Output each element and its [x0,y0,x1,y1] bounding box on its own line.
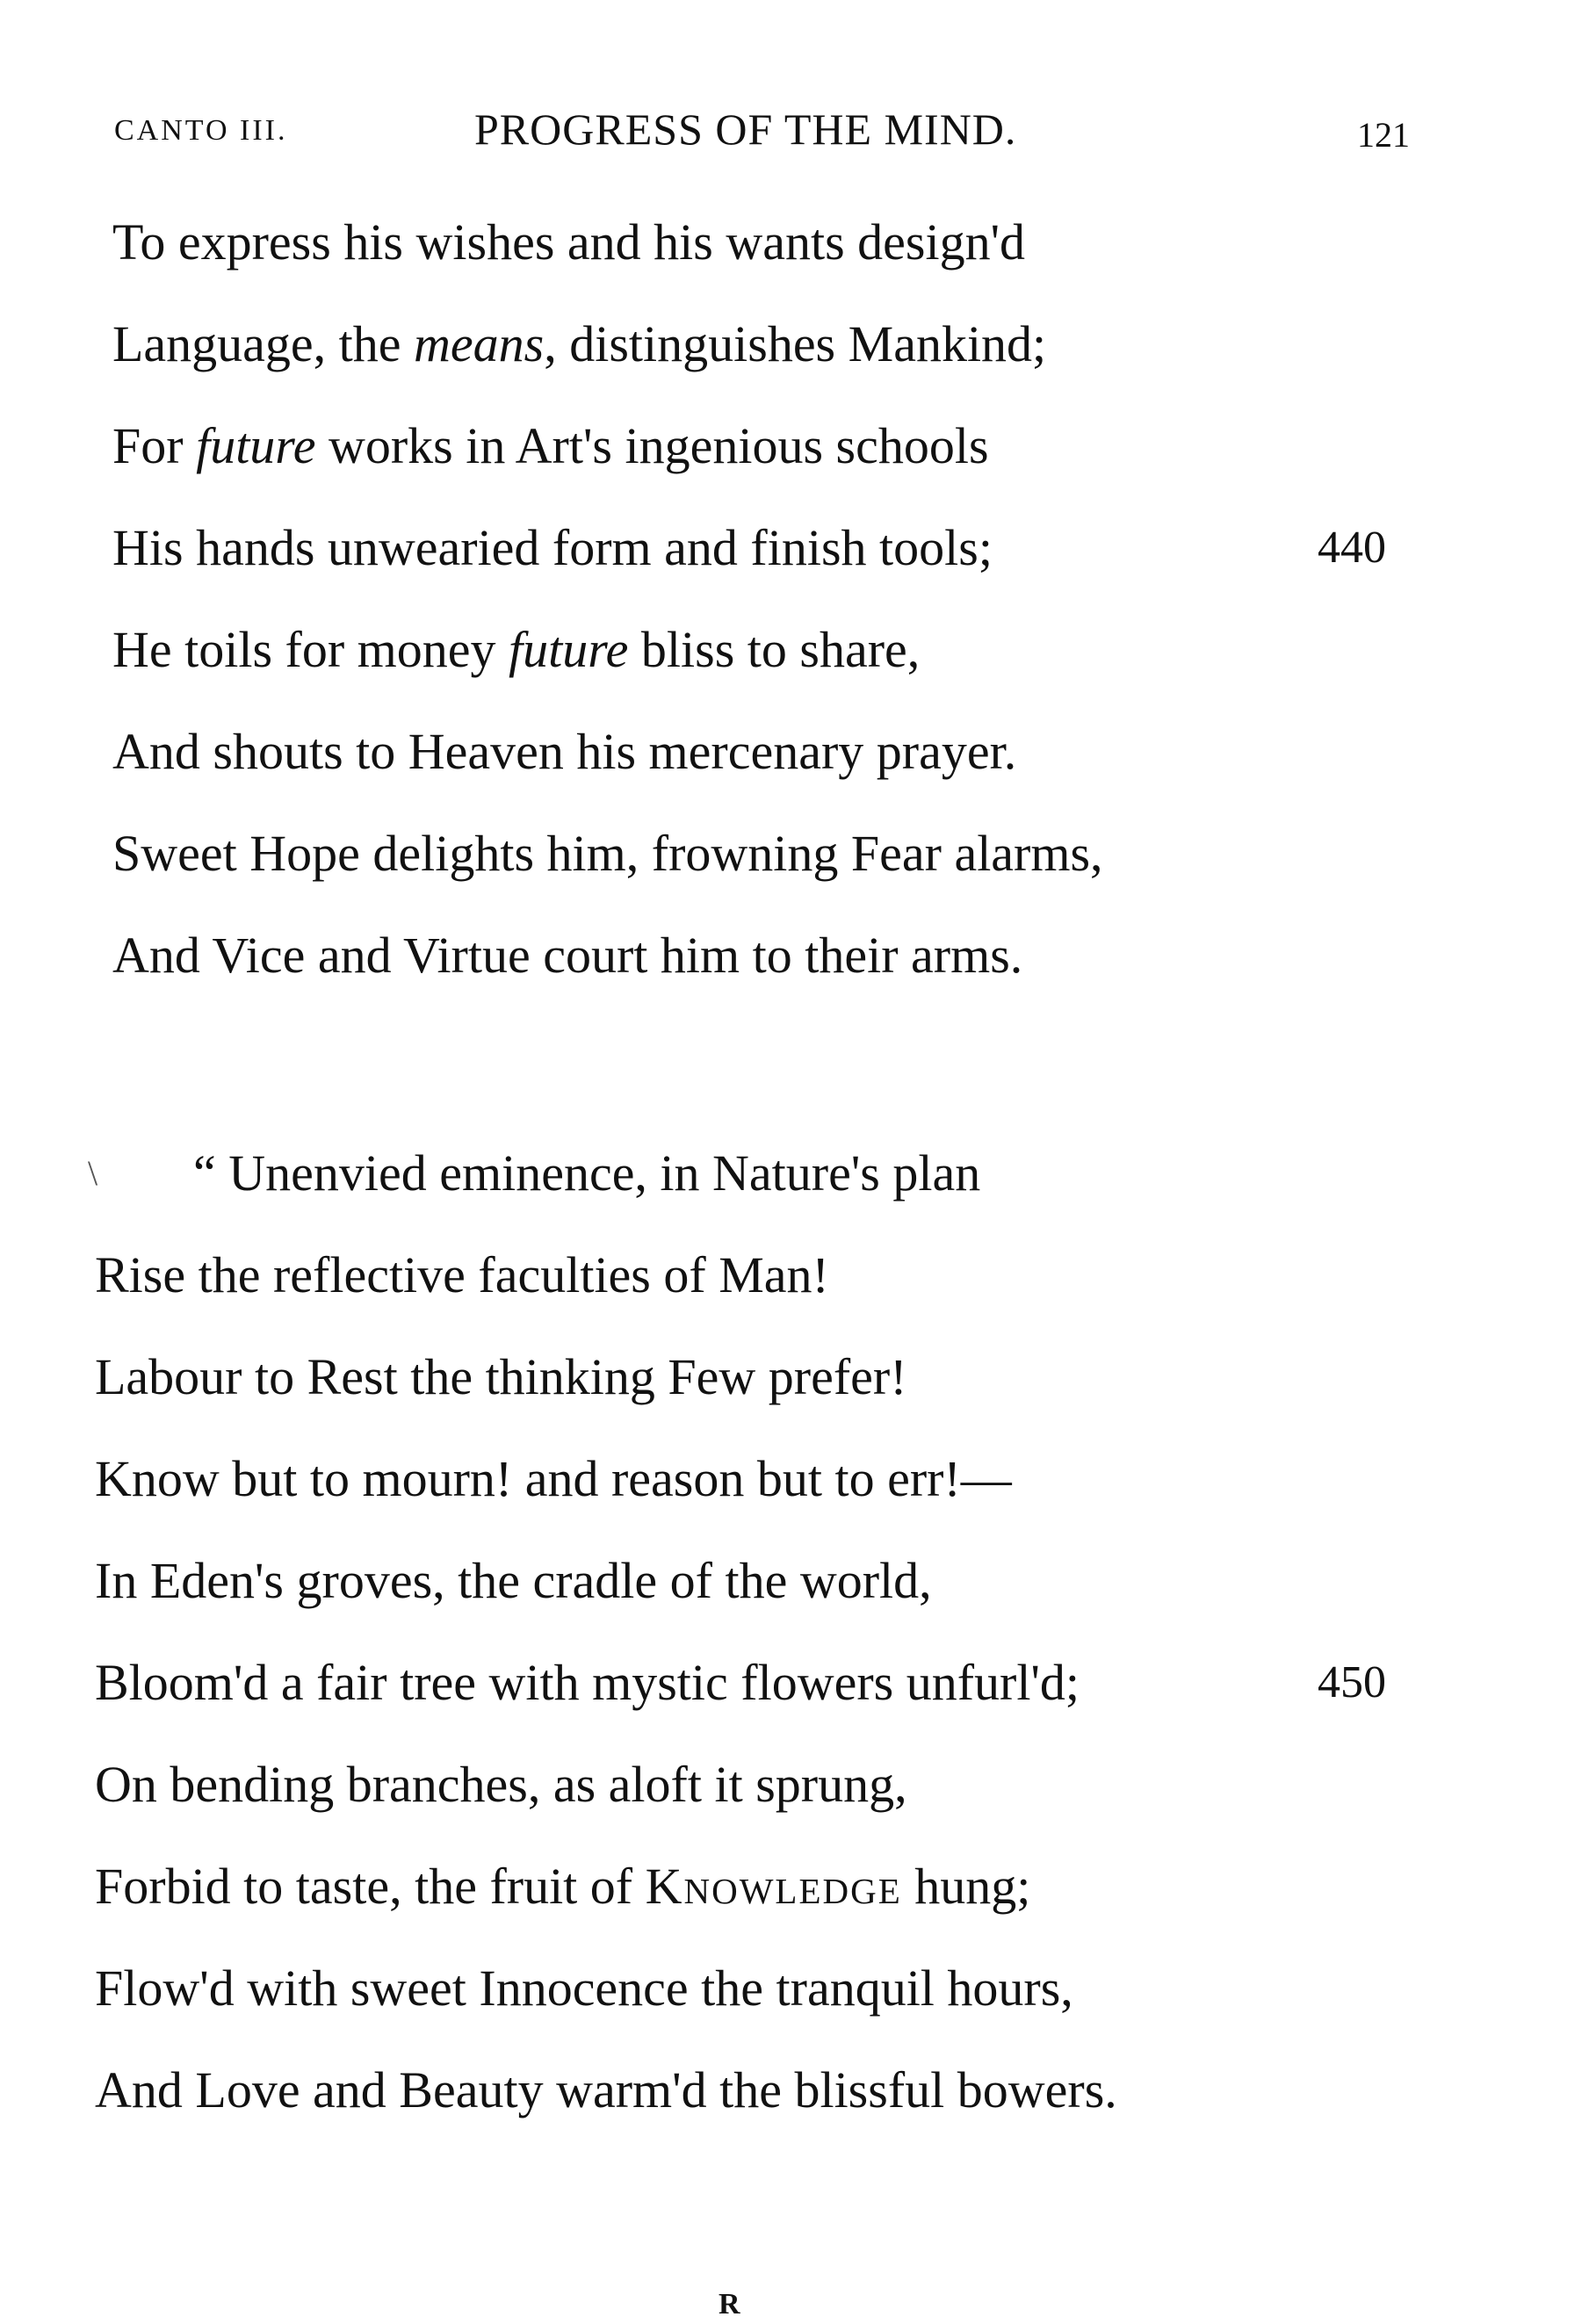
running-head [0,104,1596,165]
line-number: 450 [1318,1657,1386,1707]
verse-line: In Eden's groves, the cradle of the world, [95,1552,932,1609]
verse-line: He toils for money future bliss to share, [112,621,921,678]
stanza-1 [0,191,1596,1007]
page-title: PROGRESS OF THE MIND. [474,105,1017,154]
line-number: 440 [1318,523,1386,573]
margin-mark: \ [88,1153,98,1193]
verse-line: \ “ Unenvied eminence, in Nature's plan [0,1122,1596,1224]
canto-label: CANTO III. [114,114,288,147]
signature-mark: R [719,2288,740,2320]
verse-line: Forbid to taste, the fruit of Knowledge hung; [95,1858,1031,1915]
verse-line: Know but to mourn! and reason but to err!— [95,1450,1012,1507]
verse-line: Language, the means, distinguishes Mankind; [112,315,1047,372]
verse-line: And shouts to Heaven his mercenary prayer. [112,723,1017,780]
verse-line: Sweet Hope delights him, frowning Fear alarms, [112,825,1103,882]
verse-line: Labour to Rest the thinking Few prefer! [95,1348,907,1405]
verse-line: And Vice and Virtue court him to their arms. [112,927,1023,984]
page-number: 121 [1357,115,1410,155]
stanza-2 [0,1122,1596,2141]
verse-line: Rise the reflective faculties of Man! [95,1246,829,1303]
verse-line: For future works in Art's ingenious schools [112,417,989,474]
verse-line: To express his wishes and his wants design'd [112,213,1026,271]
verse-line: Flow'd with sweet Innocence the tranquil hours, [95,1960,1073,2017]
verse-line: His hands unwearied form and finish tools; 440 [0,497,1596,599]
verse-line: And Love and Beauty warm'd the blissful bowers. [95,2061,1117,2118]
verse-line: On bending branches, as aloft it sprung, [95,1756,907,1813]
verse-line: Bloom'd a fair tree with mystic flowers unfurl'd; 450 [0,1632,1596,1734]
